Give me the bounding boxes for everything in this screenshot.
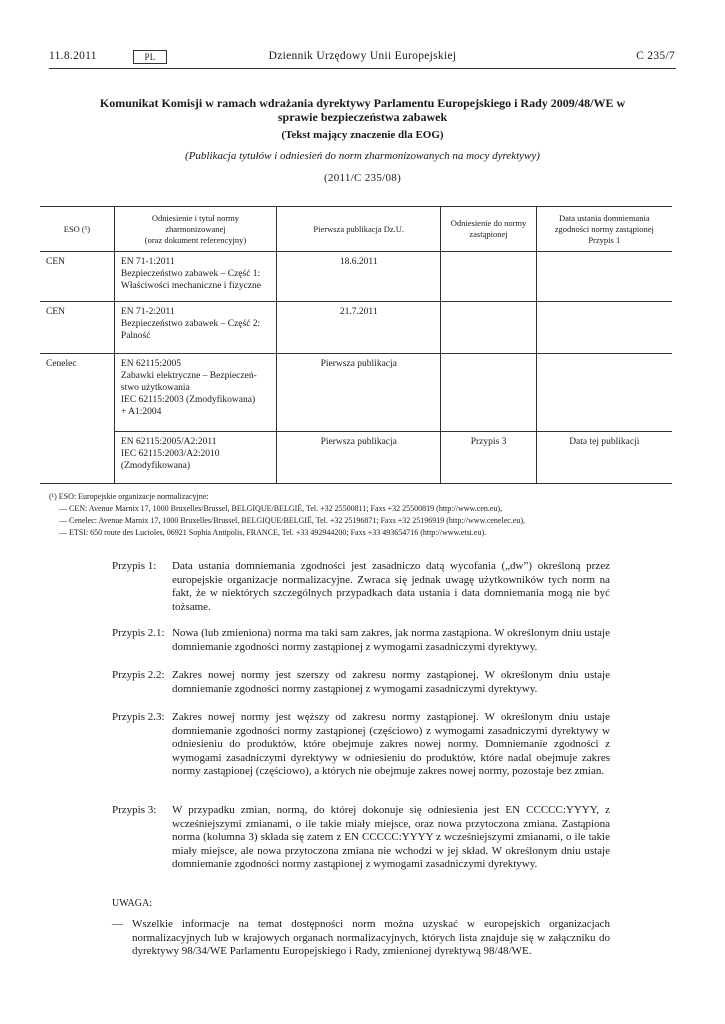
cell-date bbox=[536, 354, 672, 432]
note-label: Przypis 2.2: bbox=[112, 669, 165, 681]
header-replaced-standard bbox=[441, 207, 536, 252]
page-number: C 235/7 bbox=[636, 50, 675, 62]
note-text: Nowa (lub zmieniona) norma ma taki sam zakres, jak norma zastąpiona. W określonym dniu ustaje domniemanie zgodności normy zastąpionej z wymogami zasadniczymi dyrektywy. bbox=[172, 627, 610, 653]
header-replaced-line: Odniesienie do normy bbox=[450, 218, 527, 228]
cell-reference-line: stwo użytkowania bbox=[120, 383, 190, 393]
cell-eso: Cenelec bbox=[46, 359, 77, 369]
cell-reference bbox=[114, 432, 276, 484]
cell-first-publication: 21.7.2011 bbox=[277, 302, 441, 354]
note-text: Zakres nowej normy jest szerszy od zakresu normy zastąpionej. W określonym dniu ustaje domniemanie zgodności normy zastąpionej z wymogami zasadniczymi dyrektywy. bbox=[172, 669, 610, 695]
header-date-line: Przypis 1 bbox=[588, 234, 621, 245]
footnote-item: — Cenelec: Avenue Marnix 17, 1000 Bruxelles/Brussel, BELGIQUE/BELGIË, Tel. +32 25196871; Faxs +32 25196919 (http://www.cenelec.eu), bbox=[59, 516, 526, 525]
cell-first-publication: Pierwsza publikacja bbox=[277, 432, 441, 484]
footnote-item: — ETSI: 650 route des Lucioles, 06921 Sophia Antipolis, FRANCE, Tel. +33 492944200; Faxs +33 493654716 (http://www.etsi.eu). bbox=[59, 528, 487, 537]
document-subtitle: (Tekst mający znaczenie dla EOG) bbox=[281, 129, 444, 141]
header-cessation-date bbox=[536, 207, 672, 252]
cell-reference bbox=[114, 302, 276, 354]
note-2-1 bbox=[112, 627, 610, 654]
header-eso: ESO (¹) bbox=[63, 223, 91, 234]
footnote-item: — CEN: Avenue Marnix 17, 1000 Bruxelles/Brussel, BELGIQUE/BELGIË, Tel. +32 25500811; Faxs +32 25500819 (http://www.cen.eu), bbox=[59, 504, 503, 513]
cell-replaced: Przypis 3 bbox=[441, 432, 536, 484]
cell-reference-line: Palność bbox=[120, 331, 151, 341]
language-badge: PL bbox=[133, 50, 167, 64]
cell-reference-line: + A1:2004 bbox=[120, 407, 162, 417]
cell-reference-line: Bezpieczeństwo zabawek – Część 1: bbox=[120, 269, 261, 279]
note-text: Zakres nowej normy jest węższy od zakresu normy zastąpionej. W określonym dniu ustaje domniemanie zgodności normy zastąpionej (częściowo) z wymogami zasadniczymi dyrektywy w odniesieniu do produktów, które obejmuje zakres nowej normy. Domniemanie zgodności z wymogami zasadniczymi dyrektywy w odniesieniu do produktów, które nadal obejmuje zakres normy zastąpionej (częściowo), a których nie obejmuje zakres nowej normy, pozostaje bez zmian. bbox=[172, 711, 610, 777]
uwaga-item bbox=[112, 918, 610, 959]
header-reference-line: Odniesienie i tytuł normy bbox=[151, 212, 240, 223]
cell-reference-line: IEC 62115:2003/A2:2010 bbox=[120, 449, 220, 459]
header-date: 11.8.2011 bbox=[49, 50, 97, 62]
cell-reference-line: Zabawki elektryczne – Bezpieczeń- bbox=[120, 371, 257, 381]
document-reference: (2011/C 235/08) bbox=[323, 172, 402, 184]
note-text: Data ustania domniemania zgodności jest zasadniczo datą wycofania („dw”) określoną przez europejskie organizacje normalizacyjne. Zwraca się jednak uwagę użytkowników tych norm na fakt, że w niektórych szczególnych przypadkach data ustania i data domniemania mogą nie być tożsame. bbox=[172, 560, 610, 613]
header-divider bbox=[49, 68, 676, 69]
uwaga-text: Wszelkie informacje na temat dostępności norm można uzyskać w europejskich organizacjach normalizacyjnych lub w krajowych organach normalizacyjnych, których lista znajduje się w załączniku do dyrektywy 98/34/WE Parlamentu Europejskiego i Rady, zmienionej dyrektywą 98/48/WE. bbox=[132, 918, 610, 957]
footnote-title: (¹) ESO: Europejskie organizacje normalizacyjne: bbox=[49, 492, 209, 501]
cell-date bbox=[536, 302, 672, 354]
note-3 bbox=[112, 804, 610, 872]
publication-note: (Publikacja tytułów i odniesień do norm zharmonizowanych na mocy dyrektywy) bbox=[185, 150, 540, 162]
cell-date bbox=[536, 252, 672, 302]
cell-reference-line: EN 71-1:2011 bbox=[120, 257, 175, 267]
header-date-line: zgodności normy zastąpionej bbox=[554, 223, 654, 234]
dash-bullet: — bbox=[112, 918, 123, 930]
note-2-2 bbox=[112, 669, 610, 696]
footnote-list bbox=[49, 503, 679, 539]
note-label: Przypis 1: bbox=[112, 560, 157, 572]
header-first-publication: Pierwsza publikacja Dz.U. bbox=[277, 207, 441, 252]
table-row bbox=[40, 432, 672, 484]
note-label: Przypis 2.1: bbox=[112, 627, 165, 639]
cell-reference-line: EN 62115:2005 bbox=[120, 359, 181, 369]
cell-reference bbox=[114, 252, 276, 302]
cell-first-publication: 18.6.2011 bbox=[277, 252, 441, 302]
cell-replaced bbox=[441, 302, 536, 354]
header-reference bbox=[114, 207, 276, 252]
cell-reference-line: Właściwości mechaniczne i fizyczne bbox=[120, 281, 261, 291]
table-row bbox=[40, 252, 672, 302]
note-label: Przypis 3: bbox=[112, 804, 157, 816]
note-text: W przypadku zmian, normą, do której dokonuje się odniesienia jest EN CCCCC:YYYY, z wcześniejszymi zmianami, o ile takie miały miejsce, oraz nowa przytoczona zmiana. Zastąpiona norma (kolumna 3) składa się zatem z EN CCCCC:YYYY z wcześniejszymi zmianami, o ile takie miały miejsce, ale nowa przytoczona zmiana nie wchodzi w jej skład. W określonym dniu ustaje domniemanie zgodności normy zastąpionej z wymogami zasadniczymi dyrektywy. bbox=[172, 804, 610, 870]
cell-reference-line: Bezpieczeństwo zabawek – Część 2: bbox=[120, 319, 261, 329]
cell-date: Data tej publikacji bbox=[536, 432, 672, 484]
note-1 bbox=[112, 560, 610, 614]
note-label: Przypis 2.3: bbox=[112, 711, 165, 723]
cell-reference-line: EN 62115:2005/A2:2011 bbox=[120, 437, 217, 447]
table-header-row bbox=[40, 207, 672, 252]
cell-reference bbox=[114, 354, 276, 432]
header-reference-line: zharmonizowanej bbox=[165, 223, 226, 234]
cell-replaced bbox=[441, 354, 536, 432]
header-reference-line: (oraz dokument referencyjny) bbox=[144, 234, 247, 245]
cell-reference-line: IEC 62115:2003 (Zmodyfikowana) bbox=[120, 395, 256, 405]
cell-reference-line: EN 71-2:2011 bbox=[120, 307, 175, 317]
note-2-3 bbox=[112, 711, 610, 779]
table-row bbox=[40, 354, 672, 432]
header-date-line: Data ustania domniemania bbox=[558, 212, 650, 223]
cell-eso bbox=[40, 432, 114, 484]
cell-replaced bbox=[441, 252, 536, 302]
cell-reference-line: (Zmodyfikowana) bbox=[120, 461, 191, 471]
uwaga-label: UWAGA: bbox=[112, 898, 152, 909]
document-title: Komunikat Komisji w ramach wdrażania dyrektywy Parlamentu Europejskiego i Rady 2009/48/WE w sprawie bezpieczeństwa zabawek bbox=[99, 96, 626, 124]
journal-title: Dziennik Urzędowy Unii Europejskiej bbox=[268, 50, 457, 62]
standards-table bbox=[40, 206, 672, 484]
cell-eso: CEN bbox=[46, 257, 65, 267]
header-replaced-line: zastąpionej bbox=[469, 229, 508, 239]
table-row bbox=[40, 302, 672, 354]
cell-eso: CEN bbox=[46, 307, 65, 317]
cell-first-publication: Pierwsza publikacja bbox=[277, 354, 441, 432]
